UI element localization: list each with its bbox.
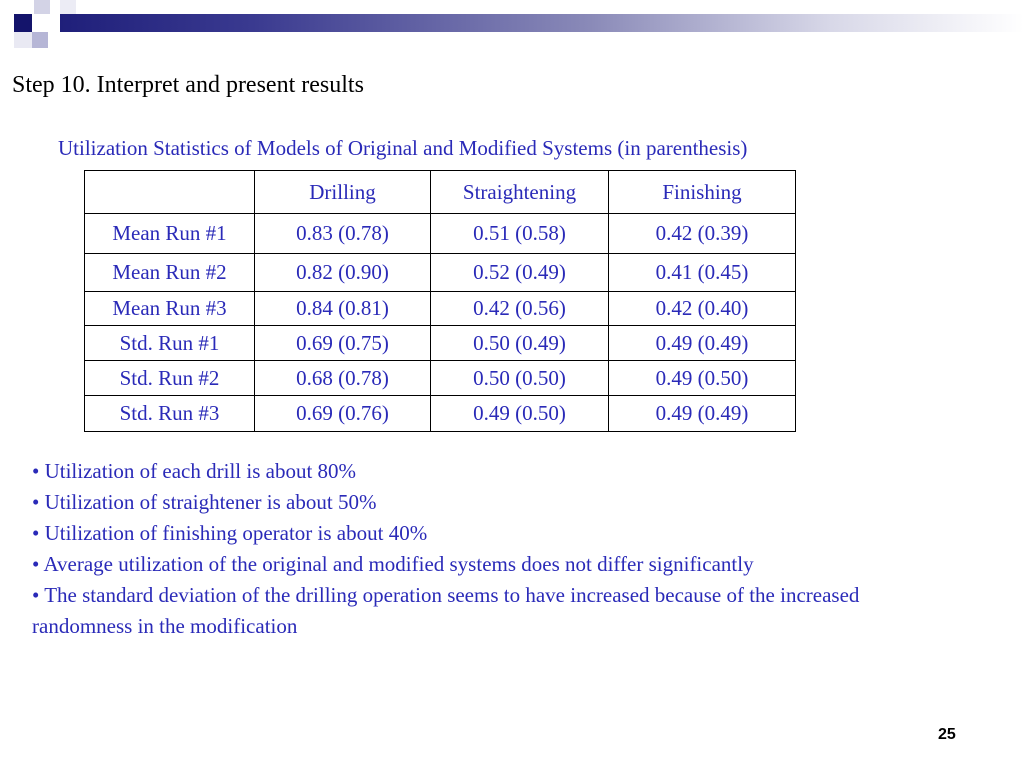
column-header xyxy=(85,171,255,214)
table-row xyxy=(85,254,796,292)
table-cell: 0.51 (0.58) xyxy=(431,214,609,254)
table-row xyxy=(85,361,796,396)
table-cell: 0.49 (0.50) xyxy=(431,396,609,432)
table-cell: 0.69 (0.75) xyxy=(255,326,431,361)
row-label: Mean Run #3 xyxy=(85,292,255,326)
table-caption: Utilization Statistics of Models of Original and Modified Systems (in parenthesis) xyxy=(58,136,748,160)
row-label: Mean Run #1 xyxy=(85,214,255,254)
table-cell: 0.68 (0.78) xyxy=(255,361,431,396)
decorative-square xyxy=(14,14,32,32)
list-item: • Utilization of straightener is about 50% xyxy=(32,490,377,514)
row-label: Mean Run #2 xyxy=(85,254,255,292)
table-cell: 0.42 (0.39) xyxy=(609,214,796,254)
table-header-row xyxy=(85,171,796,214)
list-item: • Utilization of finishing operator is about 40% xyxy=(32,521,428,545)
findings-list xyxy=(32,456,962,642)
table-cell: 0.49 (0.49) xyxy=(609,396,796,432)
list-item: • Average utilization of the original and modified systems does not differ significantly xyxy=(32,552,754,576)
table-row xyxy=(85,396,796,432)
table-cell: 0.84 (0.81) xyxy=(255,292,431,326)
table-row xyxy=(85,326,796,361)
row-label: Std. Run #3 xyxy=(85,396,255,432)
table-cell: 0.50 (0.49) xyxy=(431,326,609,361)
table-row xyxy=(85,214,796,254)
row-label: Std. Run #1 xyxy=(85,326,255,361)
list-item: • The standard deviation of the drilling operation seems to have increased because of the increased randomness in the modification xyxy=(32,583,860,638)
row-label: Std. Run #2 xyxy=(85,361,255,396)
table-cell: 0.50 (0.50) xyxy=(431,361,609,396)
list-item: • Utilization of each drill is about 80% xyxy=(32,459,357,483)
header-gradient-bar xyxy=(60,14,1024,32)
table-cell: 0.41 (0.45) xyxy=(609,254,796,292)
column-header: Straightening xyxy=(431,171,609,214)
table-cell: 0.83 (0.78) xyxy=(255,214,431,254)
decorative-square xyxy=(14,32,32,48)
page-number: 25 xyxy=(938,726,956,743)
table-cell: 0.82 (0.90) xyxy=(255,254,431,292)
column-header: Drilling xyxy=(255,171,431,214)
decorative-square xyxy=(34,0,50,14)
decorative-square xyxy=(32,32,48,48)
table-cell: 0.69 (0.76) xyxy=(255,396,431,432)
utilization-table xyxy=(84,170,796,432)
table-cell: 0.42 (0.56) xyxy=(431,292,609,326)
table-cell: 0.52 (0.49) xyxy=(431,254,609,292)
decorative-square xyxy=(60,0,76,14)
column-header: Finishing xyxy=(609,171,796,214)
slide-title: Step 10. Interpret and present results xyxy=(12,72,364,98)
table-row xyxy=(85,292,796,326)
table-cell: 0.49 (0.50) xyxy=(609,361,796,396)
table-cell: 0.49 (0.49) xyxy=(609,326,796,361)
table-cell: 0.42 (0.40) xyxy=(609,292,796,326)
